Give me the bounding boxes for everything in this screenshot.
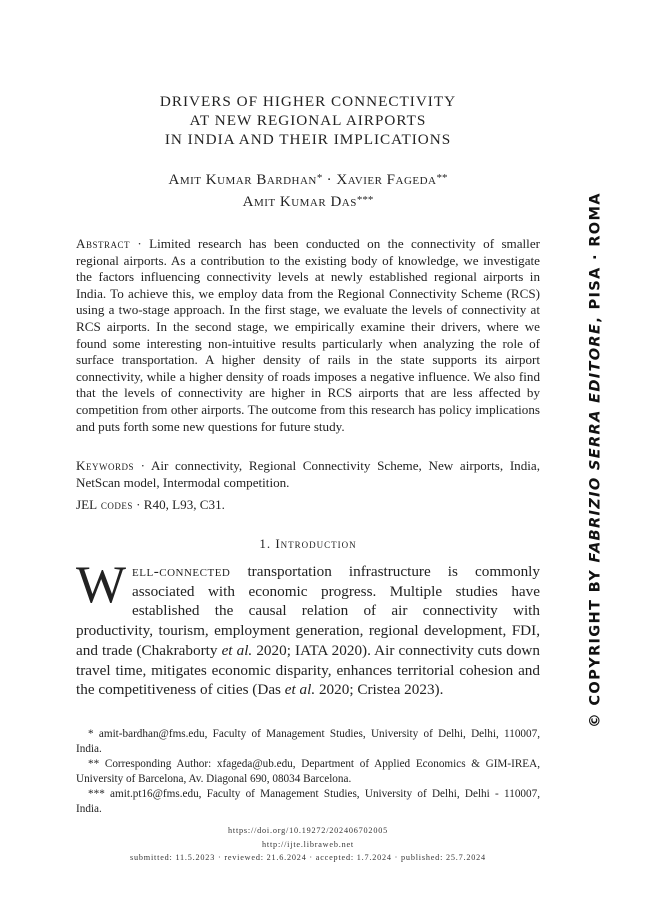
intro-etal: et al. [221,641,253,659]
author-list [76,168,540,212]
keywords [76,458,540,491]
footnote-3: *** amit.pt16@fms.edu, Faculty of Management Studies, University of Delhi, Delhi - 110007, India. [76,788,540,815]
author-name: Xavier Fageda [336,172,437,188]
section-heading [76,536,540,552]
copyright-suffix: , PISA · ROMA [586,192,604,323]
footnote-2: ** Corresponding Author: xfageda@ub.edu, Department of Applied Economics & GIM-IREA, University of Barcelona, Av. Diagonal 690, 08034 Barcelona. [76,758,540,785]
jel-label-suffix: codes [97,497,133,512]
author-footnote-mark: *** [356,194,374,206]
label-separator: · [132,497,144,512]
paper-title [76,92,540,149]
abstract [76,236,540,435]
intro-etal: et al. [284,681,316,699]
title-line-1: DRIVERS OF HIGHER CONNECTIVITY [159,93,457,110]
author-name: Amit Kumar Bardhan [168,172,317,188]
title-line-3: IN INDIA AND THEIR IMPLICATIONS [164,131,452,148]
page-footer [76,824,540,865]
footnote-1: * amit-bardhan@fms.edu, Faculty of Management Studies, University of Delhi, Delhi, 110007, India. [76,728,540,755]
doi-link[interactable]: https://doi.org/10.19272/202406702005 [228,826,388,835]
section-number: 1. [259,536,272,551]
copyright-prefix: © COPYRIGHT BY [586,562,604,728]
jel-text: R40, L93, C31. [143,497,225,512]
keywords-label: Keywords [76,458,134,473]
intro-lead: ell-connected [132,563,231,580]
publication-dates: submitted: 11.5.2023 · reviewed: 21.6.2024 · accepted: 1.7.2024 · published: 25.7.2024 [130,853,486,862]
intro-paragraph [76,556,540,700]
label-separator: · [129,236,150,251]
abstract-label: Abstract [76,236,130,251]
abstract-text: Limited research has been conducted on the connectivity of smaller regional airports. As a contribution to the existing body of knowledge, we investigate the factors influencing connectivity levels at newly established regional airports in India. To achieve this, we employ data from the Regional Connectivity Scheme (RCS) using a two-stage approach. In the first stage, we evaluate the levels of connectivity at RCS airports. In the second stage, we empirically examine their drivers, where we found some interesting non-intuitive results particularly when analyzing the role of surface transportation. A higher density of rails in the state supports its airport connectivity, while a higher density of roads imposes a negative influence. We also find that the levels of connectivity are higher in RCS airports that are less affected by competition from other airports. The outcome from this research has policy implications and puts forth some new questions for future study. [76,236,540,434]
author-footnote-mark: * [316,172,323,184]
copyright-sidebar [575,192,615,728]
copyright-publisher: FABRIZIO SERRA EDITORE [586,322,604,563]
author-footnote-mark: ** [436,172,448,184]
section-title: Introduction [275,536,357,551]
label-separator: · [133,458,151,473]
author-separator: · [326,172,333,188]
jel-codes [76,497,540,514]
author-name: Amit Kumar Das [242,194,357,210]
intro-text: transportation infrastructure is commonly associated with economic progress. Multiple studies have established the causal relation of air connectivity with productivity, tourism, employment generation, regional development, FDI, and trade (Chakraborty [76,563,540,659]
copyright-notice [587,192,604,728]
title-line-2: AT NEW REGIONAL AIRPORTS [189,112,427,129]
drop-cap: W [76,556,127,614]
keywords-text: Air connectivity, Regional Connectivity Scheme, New airports, India, NetScan model, Intermodal competition. [76,458,540,490]
intro-text: 2020; IATA 2020). Air connectivity cuts down travel time, mitigates economic disparity, enhances territorial cohesion and the competitiveness of cities (Das [76,641,540,699]
footnotes [76,727,540,818]
journal-site-link[interactable]: http://ijte.libraweb.net [262,839,354,849]
jel-label: JEL [76,497,98,512]
intro-text: 2020; Cristea 2023). [315,681,444,699]
